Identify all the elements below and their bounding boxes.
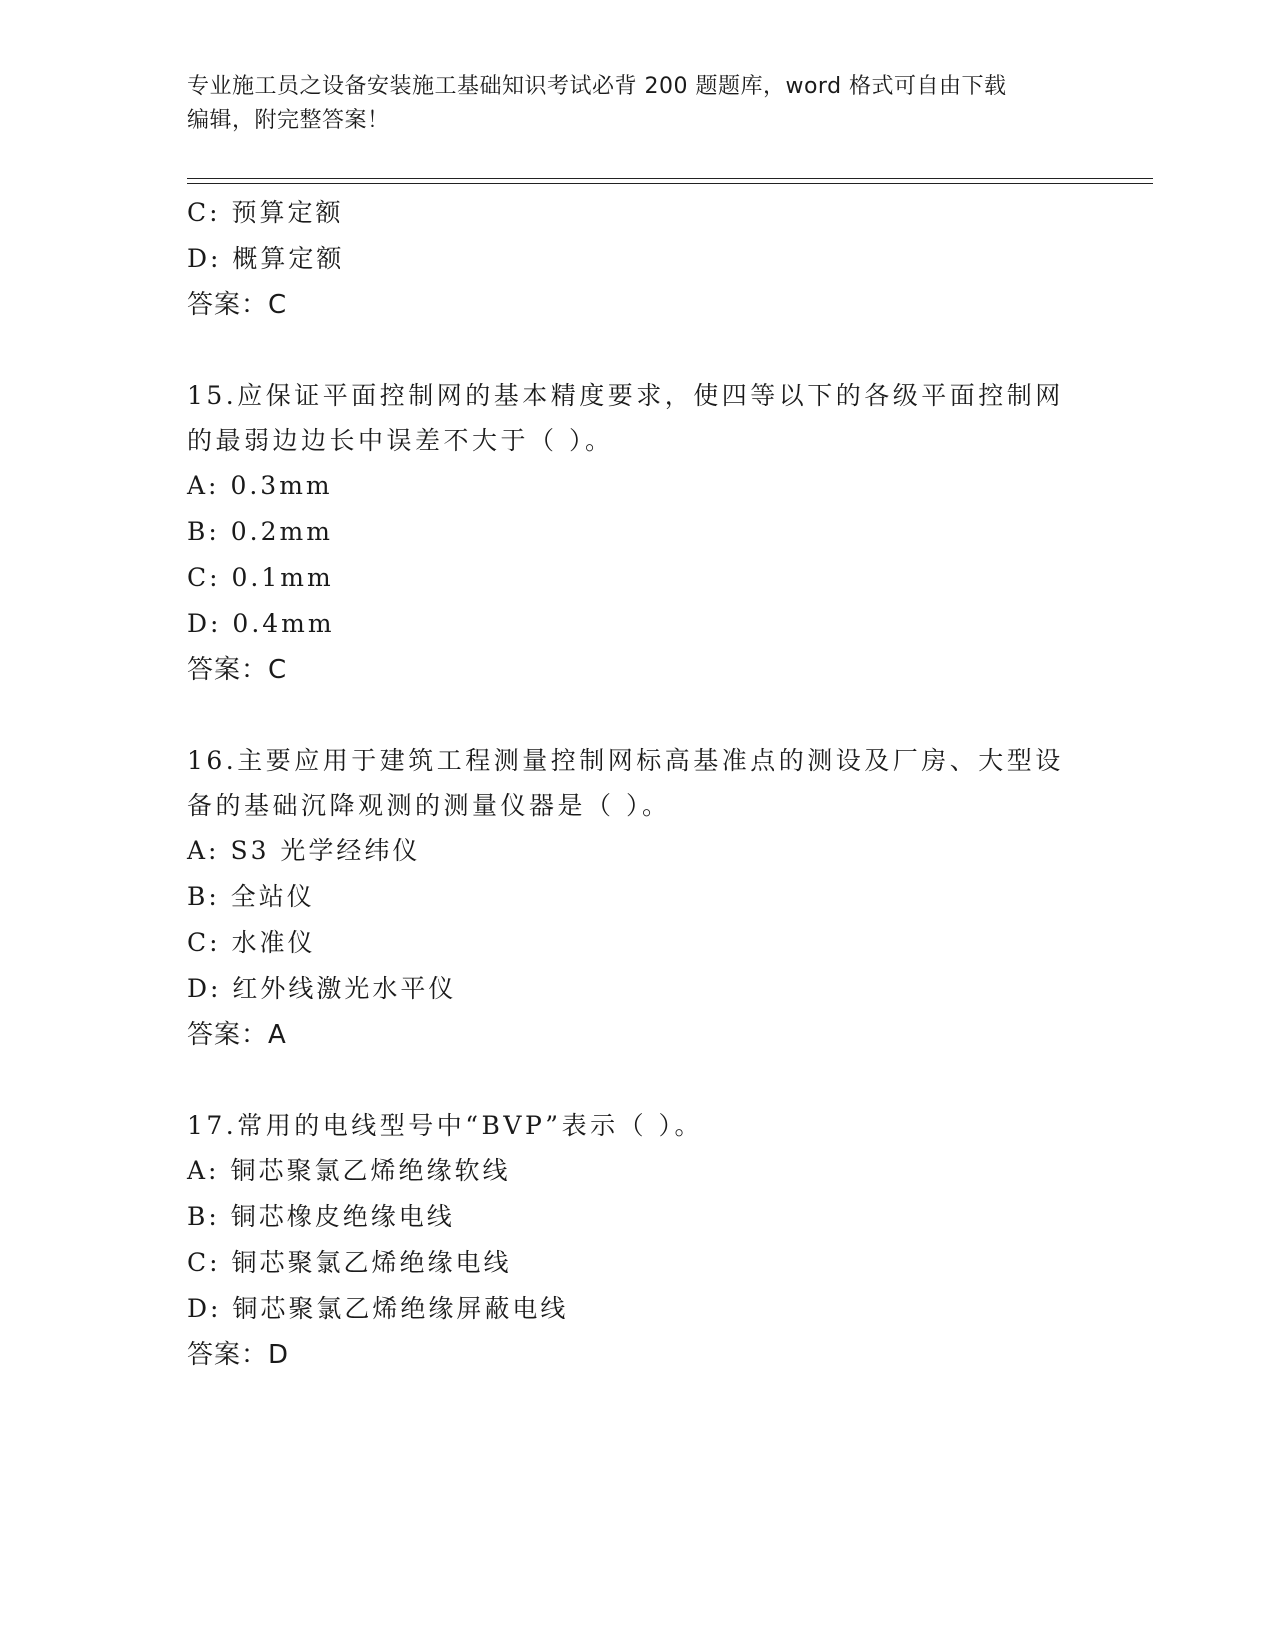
option-a xyxy=(187,463,1087,509)
option-text: 0.2mm xyxy=(230,517,333,546)
option-a xyxy=(187,828,1087,874)
question-stem-line2: 备的基础沉降观测的测量仪器是（ ）。 xyxy=(187,791,671,820)
option-text: 概算定额 xyxy=(232,244,345,273)
option-key: B: xyxy=(187,1202,220,1231)
question-stem-line1: 15.应保证平面控制网的基本精度要求，使四等以下的各级平面控制网 xyxy=(187,381,1064,410)
question-stem-line2: 的最弱边边长中误差不大于（ ）。 xyxy=(187,426,614,455)
option-text: 预算定额 xyxy=(231,198,344,227)
option-text: 水准仪 xyxy=(231,928,316,957)
option-key: D: xyxy=(187,244,222,273)
option-b xyxy=(187,1194,1087,1240)
option-text: 铜芯聚氯乙烯绝缘屏蔽电线 xyxy=(232,1294,569,1323)
question-list xyxy=(187,190,1087,1378)
question-stem xyxy=(187,1103,1087,1148)
prev-question xyxy=(187,190,1087,328)
option-key: C: xyxy=(187,1248,221,1277)
option-text: 铜芯聚氯乙烯绝缘软线 xyxy=(230,1156,511,1185)
answer-line: 答案：C xyxy=(187,290,288,320)
option-key: A: xyxy=(187,471,220,500)
option-d xyxy=(187,1286,1087,1332)
option-text: 铜芯聚氯乙烯绝缘电线 xyxy=(231,1248,512,1277)
header-title-line2: 编辑，附完整答案！ xyxy=(187,108,390,133)
option-b xyxy=(187,509,1087,555)
option-c xyxy=(187,190,1087,236)
option-d xyxy=(187,966,1087,1012)
option-text: 红外线激光水平仪 xyxy=(232,974,457,1003)
option-c xyxy=(187,1240,1087,1286)
option-key: B: xyxy=(187,882,220,911)
document-header xyxy=(187,70,1087,138)
option-text: 0.3mm xyxy=(230,471,333,500)
option-b xyxy=(187,874,1087,920)
option-key: A: xyxy=(187,836,220,865)
option-text: 0.4mm xyxy=(232,609,335,638)
option-key: A: xyxy=(187,1156,220,1185)
option-text: 0.1mm xyxy=(231,563,334,592)
option-key: D: xyxy=(187,1294,222,1323)
option-text: S3 光学经纬仪 xyxy=(230,836,421,865)
header-rule-top xyxy=(187,178,1153,179)
option-d xyxy=(187,236,1087,282)
answer-line: 答案：A xyxy=(187,1020,287,1050)
option-d xyxy=(187,601,1087,647)
question-stem xyxy=(187,738,1087,828)
option-text: 全站仪 xyxy=(230,882,315,911)
question-stem-line1: 16.主要应用于建筑工程测量控制网标高基准点的测设及厂房、大型设 xyxy=(187,746,1064,775)
answer-line: 答案：D xyxy=(187,1340,290,1370)
question-15 xyxy=(187,373,1087,693)
option-c xyxy=(187,555,1087,601)
option-a xyxy=(187,1148,1087,1194)
header-title-line1: 专业施工员之设备安装施工基础知识考试必背 200 题题库，word 格式可自由下载 xyxy=(187,74,1007,99)
option-key: C: xyxy=(187,563,221,592)
option-key: D: xyxy=(187,974,222,1003)
answer-line: 答案：C xyxy=(187,655,288,685)
option-key: D: xyxy=(187,609,222,638)
option-text: 铜芯橡皮绝缘电线 xyxy=(230,1202,455,1231)
question-16 xyxy=(187,738,1087,1058)
question-17 xyxy=(187,1103,1087,1378)
header-rule-bottom xyxy=(187,183,1153,184)
question-stem xyxy=(187,373,1087,463)
option-c xyxy=(187,920,1087,966)
option-key: C: xyxy=(187,928,221,957)
option-key: C: xyxy=(187,198,221,227)
option-key: B: xyxy=(187,517,220,546)
question-stem-line1: 17.常用的电线型号中“BVP”表示（ ）。 xyxy=(187,1111,704,1140)
